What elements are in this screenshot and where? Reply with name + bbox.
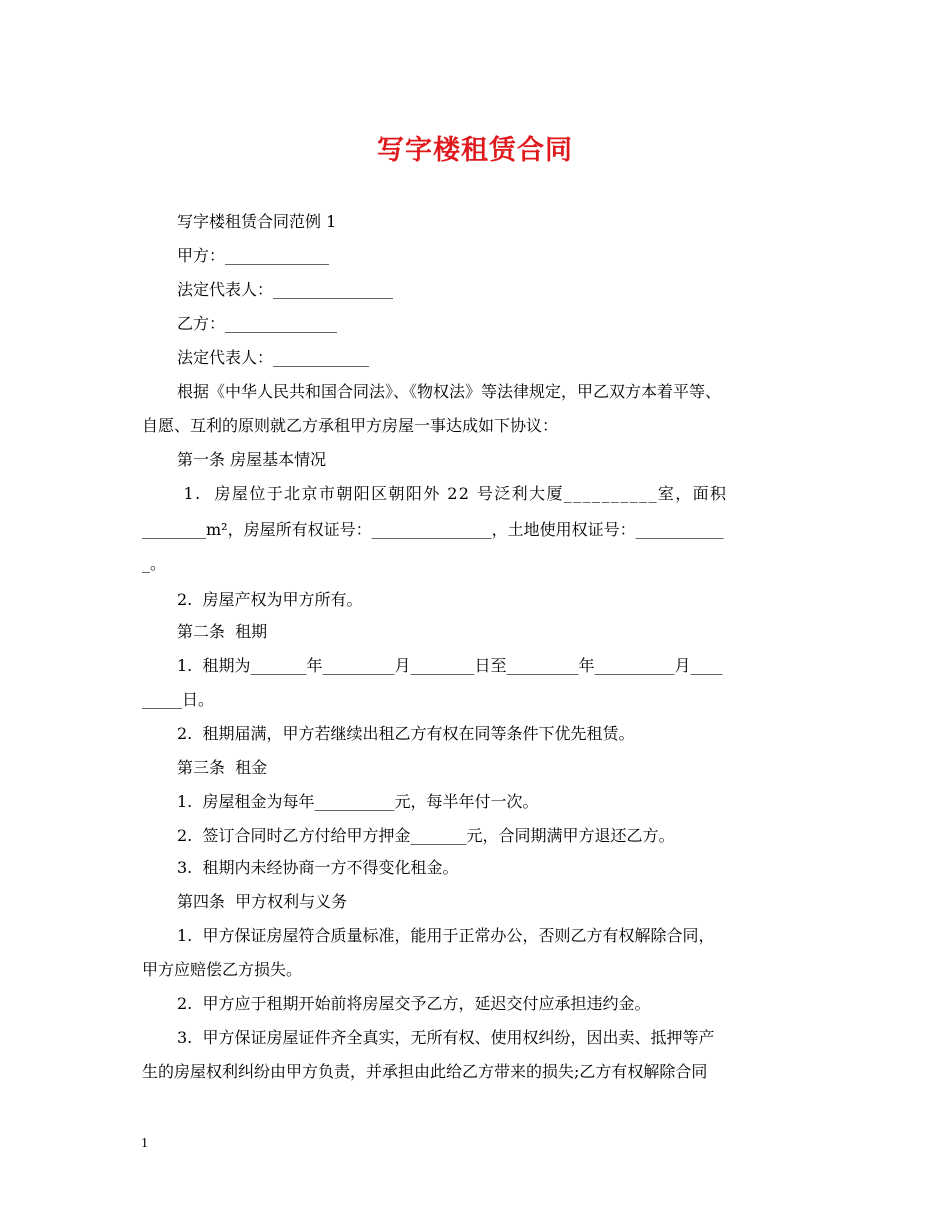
article-2-item-2: 2. 租期届满，甲方若继续出租乙方有权在同等条件下优先租赁。 (177, 724, 635, 743)
article-4-item-3-line-2: 生的房屋权利纠纷由甲方负责，并承担由此给乙方带来的损失;乙方有权解除合同 (142, 1062, 708, 1081)
article-3-item-2: 2. 签订合同时乙方付给甲方押金_______元，合同期满甲方退还乙方。 (177, 826, 675, 845)
article-3-heading: 第三条 租金 (177, 758, 268, 777)
article-2-item-1-line-1: 1. 租期为_______年_________月________日至_________年__________月____ (177, 656, 723, 675)
party-b-line: 乙方：______________ (177, 314, 338, 333)
party-a-representative-line: 法定代表人：_______________ (177, 280, 394, 299)
article-1-item-1-line-3: _。 (142, 554, 167, 573)
article-2-item-1-line-2: _____日。 (142, 690, 215, 709)
article-1-heading: 第一条 房屋基本情况 (177, 450, 327, 469)
example-heading: 写字楼租赁合同范例 1 (177, 212, 337, 231)
article-1-item-2: 2. 房屋产权为甲方所有。 (177, 590, 363, 609)
article-3-item-3: 3. 租期内未经协商一方不得变化租金。 (177, 858, 459, 877)
article-2-heading: 第二条 租期 (177, 622, 268, 641)
article-4-item-2: 2. 甲方应于租期开始前将房屋交予乙方，延迟交付应承担违约金。 (177, 994, 651, 1013)
preamble-line-2: 自愿、互利的原则就乙方承租甲方房屋一事达成如下协议： (142, 416, 559, 435)
article-4-heading: 第四条 甲方权利与义务 (177, 892, 348, 911)
article-4-item-1-line-1: 1. 甲方保证房屋符合质量标准，能用于正常办公，否则乙方有权解除合同， (177, 926, 715, 945)
article-3-item-1: 1. 房屋租金为每年__________元，每半年付一次。 (177, 792, 539, 811)
preamble-line-1: 根据《中华人民共和国合同法》、《物权法》等法律规定，甲乙双方本着平等、 (177, 382, 722, 401)
page-number: 1 (141, 1136, 148, 1151)
party-a-line: 甲方：_____________ (177, 246, 330, 265)
party-b-representative-line: 法定代表人：____________ (177, 348, 370, 367)
document-title: 写字楼租赁合同 (377, 135, 573, 166)
article-4-item-1-line-2: 甲方应赔偿乙方损失。 (142, 960, 303, 979)
article-1-item-1-line-2: ________m²，房屋所有权证号：_______________，土地使用权证号：___________ (142, 520, 724, 539)
article-1-item-1-line-1: 1. 房屋位于北京市朝阳区朝阳外 22 号泛利大厦__________室，面积 (177, 484, 728, 503)
article-4-item-3-line-1: 3. 甲方保证房屋证件齐全真实，无所有权、使用权纠纷，因出卖、抵押等产 (177, 1028, 715, 1047)
